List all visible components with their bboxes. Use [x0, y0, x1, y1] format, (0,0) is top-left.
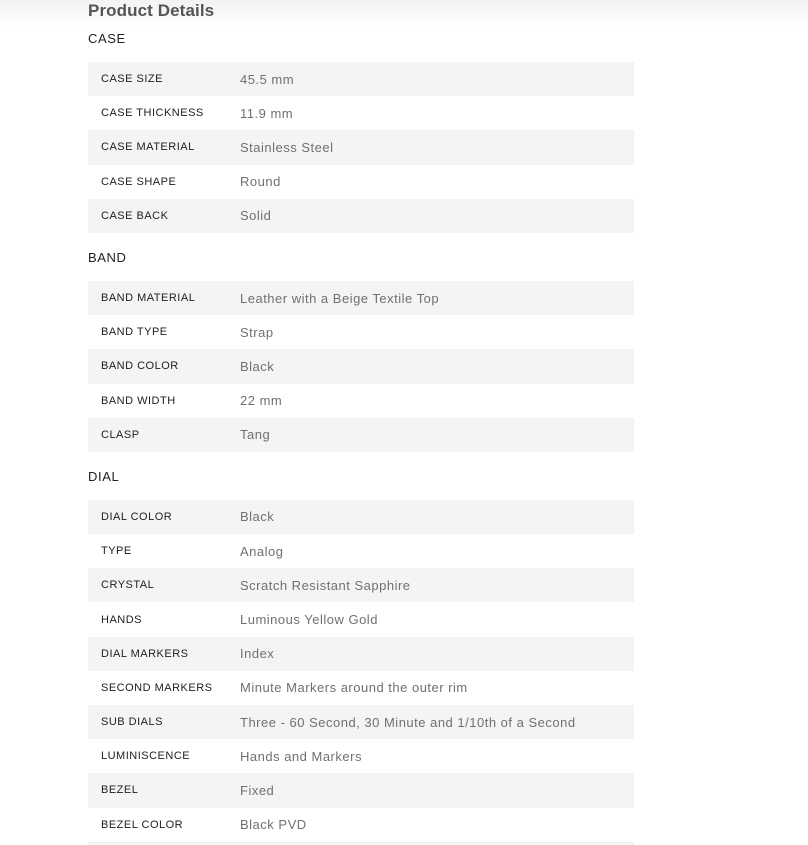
spec-label: HANDS	[101, 613, 143, 626]
spec-value: Black	[240, 509, 275, 525]
spec-label: CASE THICKNESS	[101, 107, 204, 120]
spec-table	[88, 62, 634, 233]
spec-row	[88, 199, 634, 233]
section-case	[88, 28, 634, 233]
spec-label: CRYSTAL	[101, 579, 155, 592]
spec-label: TYPE	[101, 545, 132, 558]
spec-row	[88, 705, 634, 739]
section-title: DIAL	[88, 468, 120, 484]
spec-value: Tang	[240, 427, 271, 443]
spec-label: CASE MATERIAL	[101, 141, 195, 154]
spec-row	[88, 165, 634, 199]
spec-row	[88, 808, 634, 842]
section-dial	[88, 466, 634, 845]
spec-row	[88, 671, 634, 705]
spec-row	[88, 384, 634, 418]
spec-value: 45.5 mm	[240, 71, 295, 87]
spec-label: SECOND MARKERS	[101, 681, 213, 694]
spec-row	[88, 315, 634, 349]
spec-value: Scratch Resistant Sapphire	[240, 577, 411, 593]
spec-value: Round	[240, 174, 281, 190]
spec-label: BEZEL COLOR	[101, 818, 184, 831]
spec-label: DIAL COLOR	[101, 510, 173, 523]
spec-label: BAND COLOR	[101, 360, 179, 373]
spec-row	[88, 62, 634, 96]
spec-value: Leather with a Beige Textile Top	[240, 290, 440, 306]
spec-row	[88, 349, 634, 383]
spec-label: DIAL MARKERS	[101, 647, 189, 660]
spec-label: BAND WIDTH	[101, 394, 176, 407]
spec-value: Stainless Steel	[240, 139, 334, 155]
spec-value: Hands and Markers	[240, 748, 362, 764]
spec-value: Fixed	[240, 782, 275, 798]
spec-row	[88, 281, 634, 315]
spec-value: 11.9 mm	[240, 105, 294, 121]
spec-label: CASE SHAPE	[101, 175, 177, 188]
spec-value: Strap	[240, 324, 274, 340]
spec-value: 22 mm	[240, 393, 283, 409]
spec-label: LUMINISCENCE	[101, 750, 191, 763]
spec-value: Analog	[240, 543, 284, 559]
spec-label: SUB DIALS	[101, 716, 163, 729]
spec-value: Minute Markers around the outer rim	[240, 680, 468, 696]
spec-value: Three - 60 Second, 30 Minute and 1/10th of a Second	[240, 714, 576, 730]
spec-value: Solid	[240, 208, 272, 224]
spec-value: Black PVD	[240, 817, 307, 833]
spec-row	[88, 418, 634, 452]
spec-table	[88, 500, 634, 845]
section-title: BAND	[88, 249, 127, 265]
spec-row	[88, 130, 634, 164]
spec-label: CLASP	[101, 428, 140, 441]
spec-value: Luminous Yellow Gold	[240, 612, 378, 628]
spec-table	[88, 281, 634, 452]
spec-value: Black	[240, 358, 275, 374]
spec-label: BAND MATERIAL	[101, 292, 196, 305]
spec-row	[88, 637, 634, 671]
spec-row	[88, 96, 634, 130]
section-title: CASE	[88, 31, 126, 46]
spec-label: BEZEL	[101, 784, 139, 797]
spec-row	[88, 568, 634, 602]
spec-label: BAND TYPE	[101, 326, 168, 339]
spec-row	[88, 773, 634, 807]
spec-label: CASE BACK	[101, 209, 169, 222]
spec-row	[88, 500, 634, 534]
spec-row	[88, 534, 634, 568]
section-band	[88, 247, 634, 452]
product-details-content	[88, 0, 634, 845]
spec-row	[88, 739, 634, 773]
spec-value: Index	[240, 646, 275, 662]
spec-label: CASE SIZE	[101, 73, 163, 86]
spec-row	[88, 602, 634, 636]
page-title: Product Details	[88, 1, 215, 20]
